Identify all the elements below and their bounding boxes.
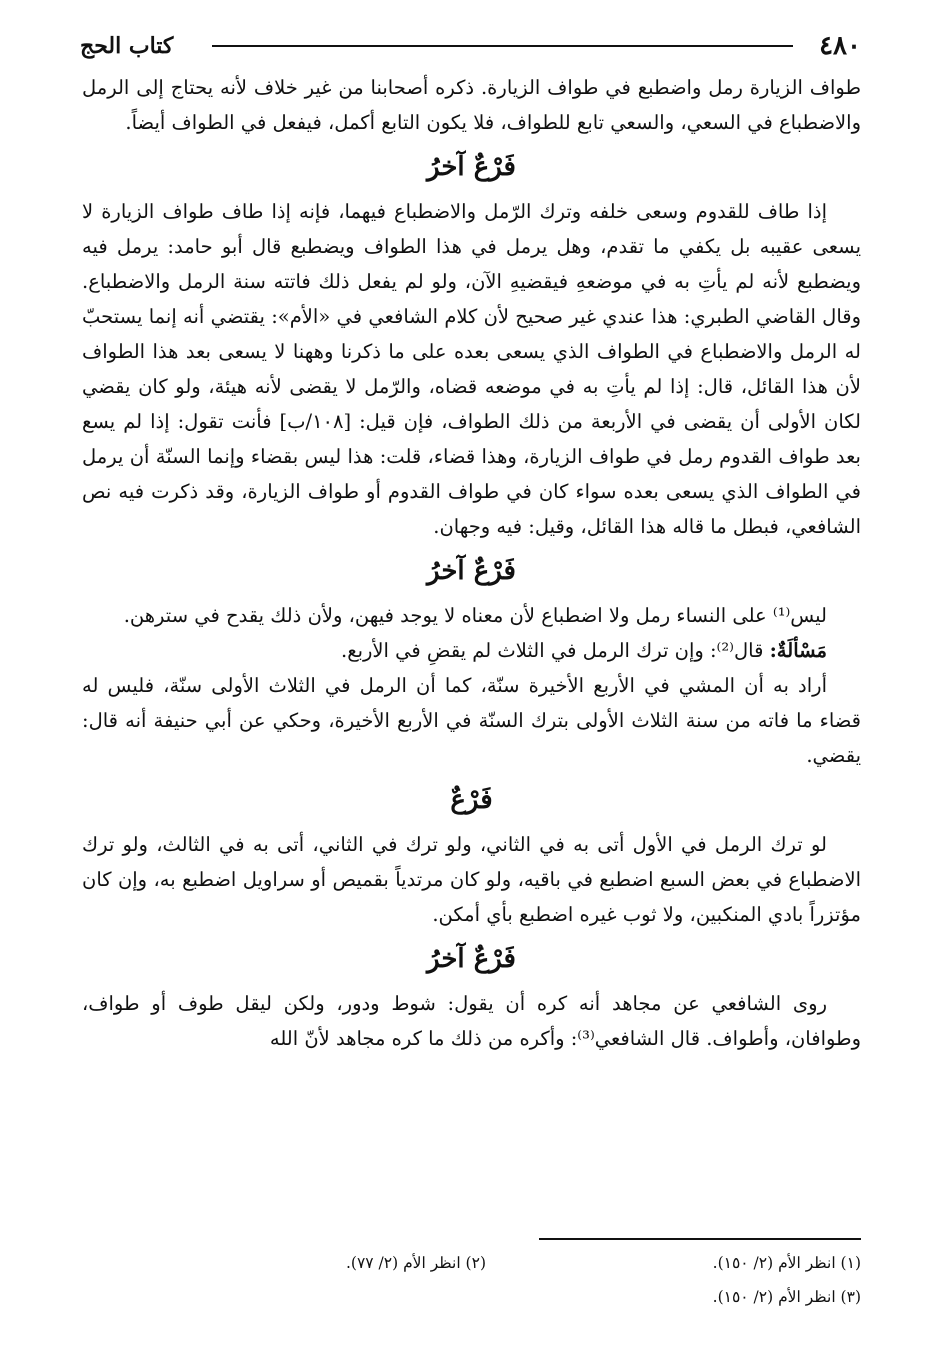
masala-text: قال⁽²⁾: وإن ترك الرمل في الثلاث لم يقضِ في الأربع. [341, 639, 764, 662]
masala-label: مَسْألَةٌ: [769, 639, 827, 662]
section-heading: فَرْعٌ [450, 785, 493, 815]
book-title: كتاب الحج [80, 33, 174, 59]
section-paragraph: ليس⁽¹⁾ على النساء رمل ولا اضطباع لأن معناه لا يوجد فيهن، ولأن ذلك يقدح في سترهن. [123, 604, 827, 627]
footnote: (٢) انظر الأم (٢/ ٧٧). [345, 1254, 486, 1272]
section-paragraph: أراد به أن المشي في الأربع الأخيرة سنّة، كما أن الرمل في الثلاث الأولى سنّة، فليس له قضاء ما فاته من سنة الثلاث الأولى بترك السنّة في الأربع الأخيرة، وحكي عن أبي حنيفة أنه قال: يقضي. [82, 674, 861, 767]
page-number: ٤٨٠ [819, 31, 861, 61]
footnotes [82, 1246, 861, 1314]
section-paragraph: لو ترك الرمل في الأول أتى به في الثاني، ولو ترك في الثاني، أتى به في الثالث، ولو ترك الاضطباع في بعض السبع اضطبع في باقيه، ولو كان مرتدياً بقميص أو سراويل اضطبع به، وإن كان مؤتزراً بادي المنكبين، ولا ثوب غيره اضطبع بأي أمكن. [82, 833, 861, 926]
intro-paragraph: طواف الزيارة رمل واضطبع في طواف الزيارة. ذكره أصحابنا من غير خلاف لأنه يحتاج إلى الرمل والاضطباع في السعي، والسعي تابع للطواف، فلا يكون التابع أكمل، فيفعل في الطواف أيضاً. [82, 76, 861, 134]
masala-paragraph [82, 633, 861, 668]
section-heading: فَرْعٌ آخرُ [427, 556, 516, 586]
header-rule [212, 45, 793, 47]
section-heading: فَرْعٌ آخرُ [427, 152, 516, 182]
footnote-row [82, 1246, 861, 1280]
page-header [80, 30, 861, 62]
footnote: (١) انظر الأم (٢/ ١٥٠). [712, 1254, 861, 1272]
page-body [82, 70, 861, 1225]
footnote: (٣) انظر الأم (٢/ ١٥٠). [712, 1288, 861, 1306]
footnote-row [82, 1280, 861, 1314]
section-paragraph: روى الشافعي عن مجاهد أنه كره أن يقول: شوط ودور، ولكن ليقل طوف أو طواف، وطوافان، وأطواف. قال الشافعي⁽³⁾: وأكره من ذلك ما كره مجاهد لأنّ الله [82, 992, 861, 1050]
section-paragraph: إذا طاف للقدوم وسعى خلفه وترك الرّمل والاضطباع فيهما، فإنه إذا طاف طواف الزيارة لا يسعى عقيبه بل يكفي ما تقدم، وهل يرمل في هذا الطواف ويضطبع قال أبو حامد: يرمل فيه ويضطبع لأنه لم يأتِ به في موضعهِ فيقضيهِ الآن، ولو لم يفعل ذلك فاتته سنة الرمل والاضطباع. وقال القاضي الطبري: هذا عندي غير صحيح لأن كلام الشافعي في «الأم»: يقتضي أنه إنما يستحبّ له الرمل والاضطباع في الطواف الذي يسعى بعده على ما ذكرنا وههنا لا يسعى بعد هذا الطواف لأن هذا القائل، قال: إذا لم يأتِ به في موضعه قضاه، والرّمل لا يقضى لأنه هيئة، ولو كان يقضي لكان الأولى أن يقضى في الأربعة من ذلك الطواف، فإن قيل: [١٠٨/ب] فأنت تقول: إذا لم يسع بعد طواف القدوم رمل في طواف الزيارة، وهذا قضاء، قلت: هذا ليس بقضاء وإنما السنّة أن يرمل في الطواف الذي يسعى بعده سواء كان في طواف القدوم أو طواف الزيارة، وقد ذكرت فيه نص الشافعي، فبطل ما قاله هذا القائل، وقيل: فيه وجهان. [82, 200, 861, 538]
footnote-rule [539, 1238, 861, 1240]
section-heading: فَرْعٌ آخرُ [427, 944, 516, 974]
